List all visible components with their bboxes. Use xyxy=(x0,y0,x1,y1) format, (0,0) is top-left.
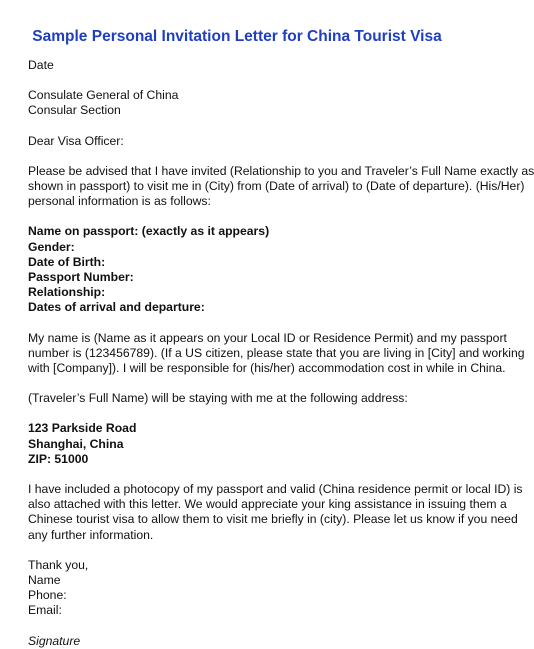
address-block xyxy=(28,421,453,467)
paragraph-line: any further information. xyxy=(28,527,154,542)
intro-paragraph xyxy=(28,163,534,210)
closing-line: Thank you, xyxy=(28,557,89,572)
stay-paragraph: (Traveler’s Full Name) will be staying with me at the following address: xyxy=(28,391,408,406)
info-field: Name on passport: (exactly as it appears) xyxy=(28,224,270,239)
paragraph-line: with [Company]). I will be responsible for (his/her) accommodation cost in while in China. xyxy=(28,361,506,376)
paragraph-line: My name is (Name as it appears on your Local ID or Residence Permit) and my passport xyxy=(28,330,507,345)
address-line: ZIP: 51000 xyxy=(28,451,89,466)
paragraph-line: number is (123456789). (If a US citizen, please state that you are living in [City] and working xyxy=(28,345,525,360)
address-line: 123 Parkside Road xyxy=(28,421,137,436)
closing-line: Phone: xyxy=(28,588,67,603)
info-field: Passport Number: xyxy=(28,270,134,285)
inviter-paragraph xyxy=(28,330,525,377)
info-field: Date of Birth: xyxy=(28,254,106,269)
paragraph-line: shown in passport) to visit me in (City) from (Date of arrival) to (Date of departure). (His/Her) xyxy=(28,179,525,194)
recipient-line: Consular Section xyxy=(28,103,121,118)
salutation: Dear Visa Officer: xyxy=(28,133,124,148)
attachment-paragraph xyxy=(28,482,523,543)
paragraph-line: personal information is as follows: xyxy=(28,194,211,209)
paragraph-line: also attached with this letter. We would appreciate your king assistance in issuing them a xyxy=(28,497,507,512)
signature: Signature xyxy=(28,633,81,648)
letter-title: Sample Personal Invitation Letter for China Tourist Visa xyxy=(32,28,442,45)
info-field: Gender: xyxy=(28,239,75,254)
recipient-block xyxy=(28,88,453,118)
paragraph-line: Chinese tourist visa to allow them to visit me briefly in (city). Please let us know if you need xyxy=(28,512,518,527)
date-line: Date xyxy=(28,58,54,72)
recipient-line: Consulate General of China xyxy=(28,88,179,103)
traveler-info-list xyxy=(28,224,453,315)
address-line: Shanghai, China xyxy=(28,436,124,451)
closing-line: Name xyxy=(28,573,61,588)
info-field: Dates of arrival and departure: xyxy=(28,300,205,315)
paragraph-line: Please be advised that I have invited (Relationship to you and Traveler’s Full Name exactly as xyxy=(28,163,534,178)
closing-line: Email: xyxy=(28,603,62,618)
letter-body xyxy=(28,58,534,649)
paragraph-line: I have included a photocopy of my passport and valid (China residence permit or local ID) is xyxy=(28,482,523,497)
info-field: Relationship: xyxy=(28,285,106,300)
closing-block xyxy=(28,558,453,619)
